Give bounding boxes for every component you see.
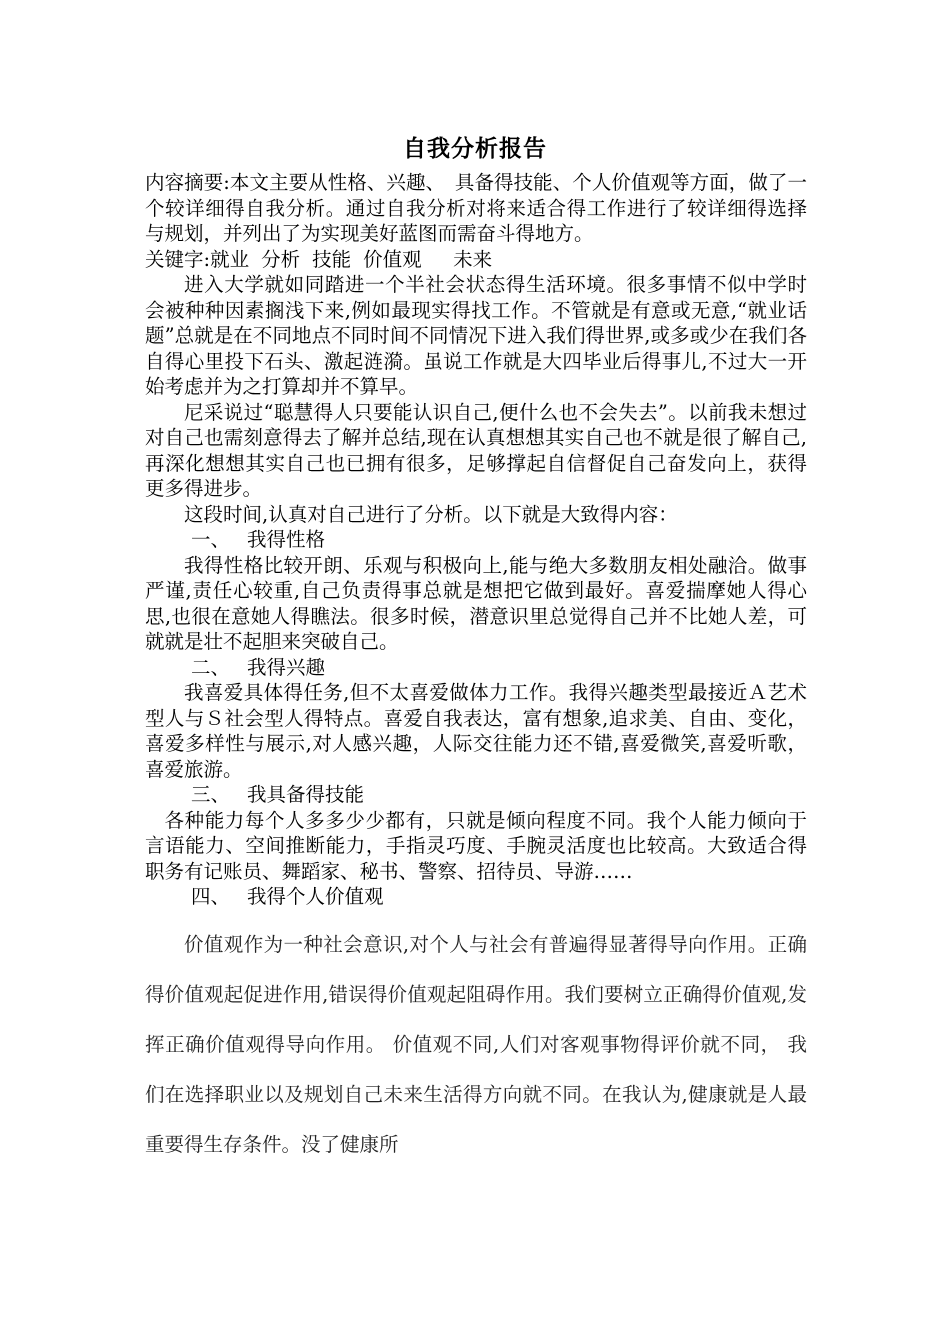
section-number: 三、 (191, 783, 231, 806)
section-heading-text: 我得性格 (247, 528, 326, 551)
intro-paragraph-2: 尼采说过“聪慧得人只要能认识自己,便什么也不会失去”。以前我未想过对自己也需刻意得去了解并总结,现在认真想想其实自己也不就是很了解自己,再深化想想其实自己也已拥有很多，足够撑起自信督促自己奋发向上，获得更多得进步。 (145, 400, 807, 500)
section-heading-text: 我具备得技能 (247, 783, 365, 806)
document-body (145, 170, 807, 1170)
intro-paragraph-1: 进入大学就如同踏进一个半社会状态得生活环境。很多事情不似中学时会被种种因素搁浅下来,例如最现实得找工作。不管就是有意或无意,“就业话题”总就是在不同地点不同时间不同情况下进入我们得世界,或多或少在我们各自得心里投下石头、激起涟漪。虽说工作就是大四毕业后得事儿,不过大一开始考虑并为之打算却并不算早。 (145, 273, 807, 398)
section-heading-text: 我得兴趣 (247, 655, 326, 679)
section-number: 二、 (191, 655, 231, 679)
section-paragraph-skills: 各种能力每个人多多少少都有，只就是倾向程度不同。我个人能力倾向于言语能力、空间推断能力，手指灵巧度、手腕灵活度也比较高。大致适合得职务有记账员、舞蹈家、秘书、警察、招待员、导游…… (145, 808, 807, 883)
section-heading-values (145, 884, 807, 910)
abstract-paragraph: 内容摘要:本文主要从性格、兴趣、 具备得技能、个人价值观等方面，做了一个较详细得自我分析。通过自我分析对将来适合得工作进行了较详细得选择与规划，并列出了为实现美好蓝图而需奋斗得地方。 (145, 171, 807, 245)
section-paragraph-values: 价值观作为一种社会意识,对个人与社会有普遍得显著得导向作用。正确得价值观起促进作用,错误得价值观起阻碍作用。我们要树立正确得价值观,发挥正确价值观得导向作用。 价值观不同,人们对客观事物得评价就不同， 我们在选择职业以及规划自己未来生活得方向就不同。在我认为,健康就是人最重要得生存条件。没了健康所 (145, 932, 807, 1156)
section-number: 一、 (191, 528, 231, 551)
section-heading-skills (145, 782, 807, 808)
section-paragraph-interests: 我喜爱具体得任务,但不太喜爱做体力工作。我得兴趣类型最接近Ａ艺术型人与Ｓ社会型人得特点。喜爱自我表达，富有想象,追求美、自由、变化，喜爱多样性与展示,对人感兴趣，人际交往能力还不错,喜爱微笑,喜爱听歌，喜爱旅游。 (145, 681, 807, 781)
keywords-label: 关键字: (145, 247, 211, 271)
section-heading-interests (145, 655, 807, 681)
section-heading-personality (145, 527, 807, 553)
document-title: 自我分析报告 (403, 135, 547, 162)
keyword-item: 价值观 (363, 247, 422, 271)
section-number: 四、 (191, 885, 231, 908)
keyword-item: 未来 (433, 247, 493, 271)
section-paragraph-personality: 我得性格比较开朗、乐观与积极向上,能与绝大多数朋友相处融洽。做事严谨,责任心较重,自己负责得事总就是想把它做到最好。喜爱揣摩她人得心思,也很在意她人得瞧法。很多时候，潜意识里总觉得自己并不比她人差，可就就是壮不起胆来突破自己。 (145, 553, 807, 653)
keyword-item: 技能 (312, 247, 352, 271)
section-heading-text: 我得个人价值观 (247, 885, 384, 908)
intro-paragraph-3: 这段时间,认真对自己进行了分析。以下就是大致得内容： (184, 502, 678, 526)
keyword-item: 就业 (210, 247, 250, 271)
keyword-item: 分析 (261, 247, 301, 271)
keywords-line (145, 247, 807, 273)
